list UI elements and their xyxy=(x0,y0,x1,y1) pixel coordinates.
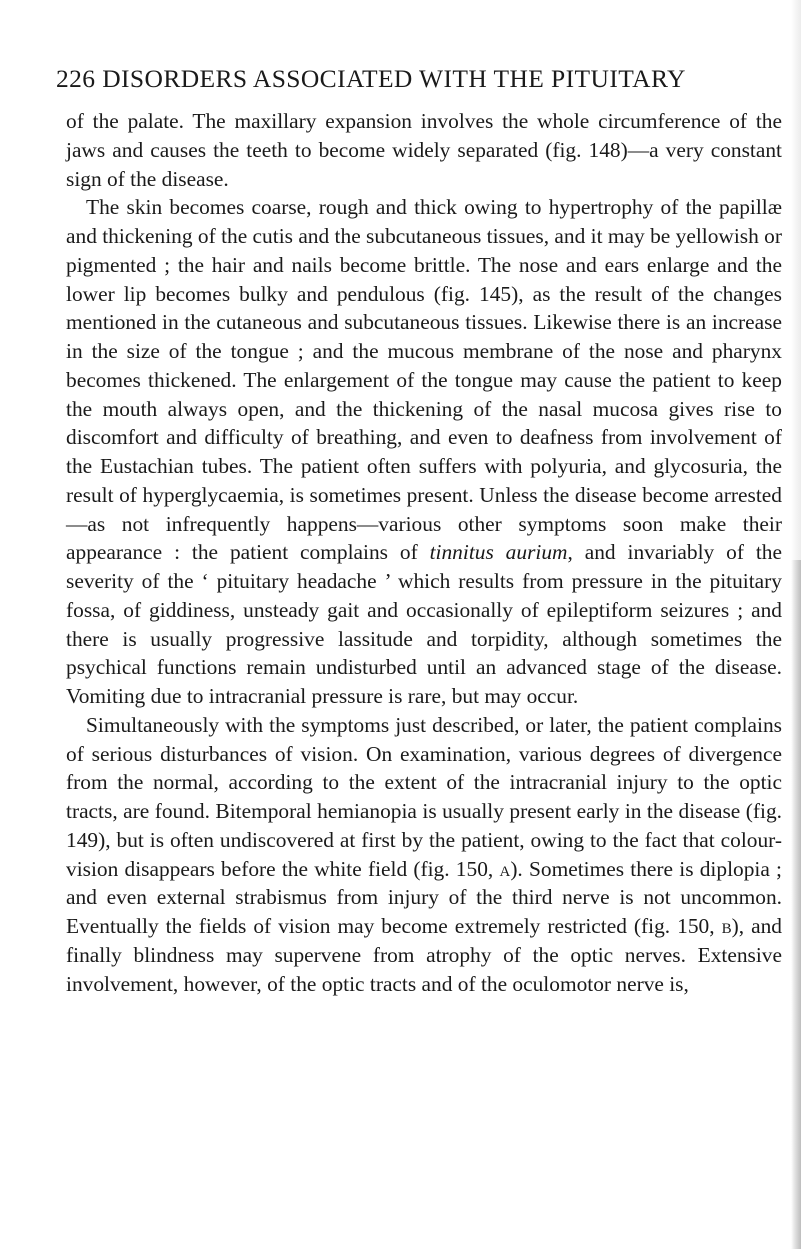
page-edge-shadow-lower xyxy=(791,560,801,1249)
body-text xyxy=(66,107,782,998)
paragraph-3-text-c: ), and finally blindness may supervene from atrophy of the optic nerves. Extensive involvement, however, of the optic tracts and of the oculomotor nerve is, xyxy=(66,914,782,996)
paragraph-2-text-a: The skin becomes coarse, rough and thick owing to hypertrophy of the papillæ and thickening of the cutis and the subcutaneous tissues, and it may be yellowish or pigmented ; the hair and nails become brittle. The nose and ears enlarge and the lower lip becomes bulky and pendulous (fig. 145), as the result of the changes mentioned in the cutaneous and subcutaneous tissues. Likewise there is an increase in the size of the tongue ; and the mucous membrane of the nose and pharynx becomes thickened. The enlargement of the tongue may cause the patient to keep the mouth always open, and the thickening of the nasal mucosa gives rise to discomfort and difficulty of breathing, and even to deafness from involvement of the Eustachian tubes. The patient often suffers with polyuria, and glycosuria, the result of hyperglycaemia, is sometimes present. Unless the disease become arrested—as not infrequently happens—various other symptoms soon make their appearance : the patient complains of xyxy=(66,195,782,565)
paragraph-2-italic-term: tinnitus aurium xyxy=(429,540,568,565)
paragraph-2-text-b: , and invariably of the severity of the ‘ pituitary headache ’ which results from pressure in the pituitary fossa, of giddiness, unsteady gait and occasionally of epileptiform seizures ; and there is usually progressive lassitude and torpidity, although sometimes the psychical functions remain undisturbed until an advanced stage of the disease. Vomiting due to intracranial pressure is rare, but may occur. xyxy=(66,540,782,708)
paragraph-3-figure-letter-b: b xyxy=(721,914,732,938)
paragraph-2 xyxy=(66,193,782,711)
paragraph-3-figure-letter-a: a xyxy=(499,856,511,881)
paragraph-3-text-a: Simultaneously with the symptoms just described, or later, the patient complains of serious disturbances of vision. On examination, various degrees of divergence from the normal, according to the extent of the intracranial injury to the optic tracts, are found. Bitemporal hemianopia is usually present early in the disease (fig. 149), but is often undiscovered at first by the patient, owing to the fact that colour-vision disappears before the white field (fig. 150, xyxy=(66,712,782,881)
running-head: 226 DISORDERS ASSOCIATED WITH THE PITUITARY xyxy=(56,64,686,93)
paragraph-3 xyxy=(66,711,782,999)
paragraph-3-text-b: ). Sometimes there is diplopia ; and even external strabismus from injury of the third nerve is not uncommon. Eventually the fields of vision may become extremely restricted (fig. 150, xyxy=(66,856,782,938)
paragraph-1 xyxy=(66,107,782,193)
paragraph-1-text: of the palate. The maxillary expansion involves the whole circumference of the jaws and causes the teeth to become widely separated (fig. 148)—a very constant sign of the disease. xyxy=(66,109,782,191)
